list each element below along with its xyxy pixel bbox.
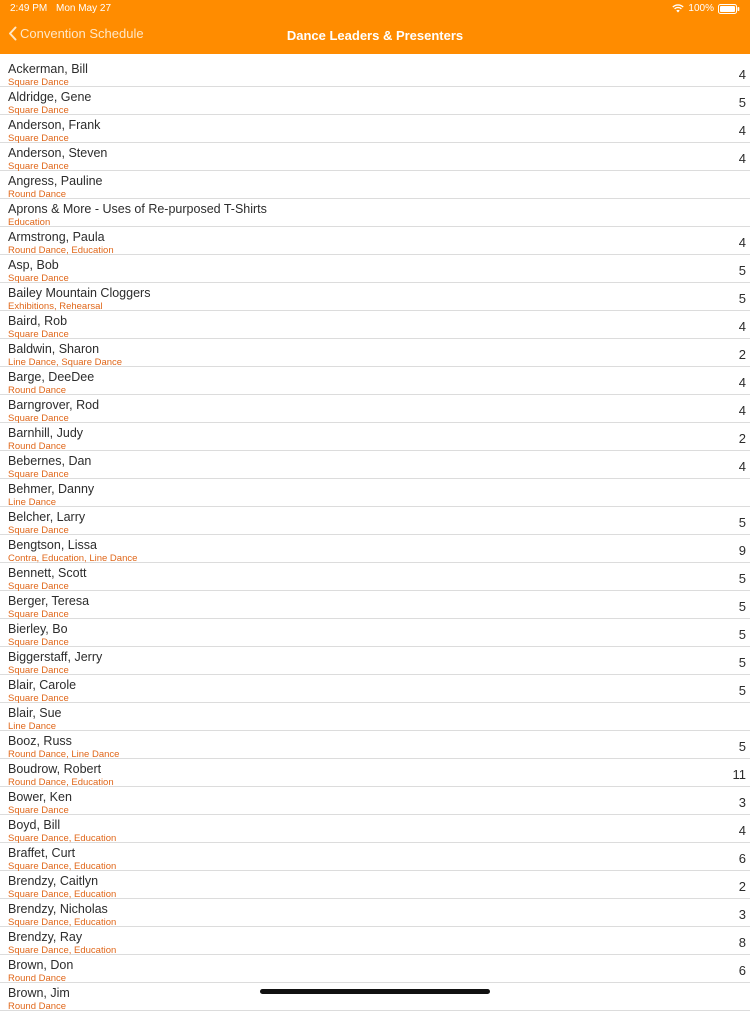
leader-name: Angress, Pauline bbox=[8, 174, 103, 188]
leader-name: Anderson, Steven bbox=[8, 146, 108, 160]
leader-name: Bennett, Scott bbox=[8, 566, 87, 580]
session-count: 5 bbox=[738, 263, 746, 278]
leader-categories: Line Dance bbox=[8, 497, 57, 508]
back-button-label: Convention Schedule bbox=[20, 26, 144, 41]
list-item[interactable] bbox=[0, 255, 750, 283]
list-item[interactable] bbox=[0, 451, 750, 479]
leader-categories: Square Dance bbox=[8, 609, 69, 620]
leader-name: Asp, Bob bbox=[8, 258, 59, 272]
list-item[interactable] bbox=[0, 507, 750, 535]
leader-name: Behmer, Danny bbox=[8, 482, 95, 496]
leader-name: Anderson, Frank bbox=[8, 118, 101, 132]
session-count: 6 bbox=[738, 851, 746, 866]
battery-percent: 100% bbox=[688, 3, 714, 14]
leader-name: Braffet, Curt bbox=[8, 846, 76, 860]
leader-categories: Square Dance bbox=[8, 469, 69, 480]
session-count: 5 bbox=[738, 571, 746, 586]
session-count: 4 bbox=[738, 459, 746, 474]
session-count: 5 bbox=[738, 599, 746, 614]
session-count: 5 bbox=[738, 627, 746, 642]
leader-name: Aprons & More - Uses of Re-purposed T-Shirts bbox=[8, 202, 267, 216]
list-item[interactable] bbox=[0, 227, 750, 255]
status-bar bbox=[0, 0, 750, 18]
list-item[interactable] bbox=[0, 339, 750, 367]
session-count: 4 bbox=[738, 375, 746, 390]
wifi-icon bbox=[672, 4, 684, 13]
leader-categories: Square Dance bbox=[8, 637, 69, 648]
leader-name: Booz, Russ bbox=[8, 734, 72, 748]
leader-name: Boudrow, Robert bbox=[8, 762, 102, 776]
list-item[interactable] bbox=[0, 619, 750, 647]
leader-name: Bierley, Bo bbox=[8, 622, 68, 636]
leader-categories: Round Dance, Education bbox=[8, 777, 114, 788]
leader-name: Belcher, Larry bbox=[8, 510, 86, 524]
leader-name: Brown, Jim bbox=[8, 986, 70, 1000]
leader-categories: Square Dance bbox=[8, 805, 69, 816]
list-item[interactable] bbox=[0, 983, 750, 1011]
list-item[interactable] bbox=[0, 871, 750, 899]
leader-categories: Round Dance bbox=[8, 973, 67, 984]
list-item[interactable] bbox=[0, 787, 750, 815]
leader-categories: Square Dance bbox=[8, 413, 69, 424]
list-item[interactable] bbox=[0, 647, 750, 675]
session-count: 4 bbox=[738, 235, 746, 250]
leader-name: Bebernes, Dan bbox=[8, 454, 92, 468]
leader-categories: Line Dance, Square Dance bbox=[8, 357, 123, 368]
list-item[interactable] bbox=[0, 143, 750, 171]
leader-name: Baird, Rob bbox=[8, 314, 68, 328]
list-item[interactable] bbox=[0, 283, 750, 311]
leader-name: Biggerstaff, Jerry bbox=[8, 650, 103, 664]
leader-categories: Square Dance bbox=[8, 693, 69, 704]
list-item[interactable] bbox=[0, 423, 750, 451]
leader-name: Barnhill, Judy bbox=[8, 426, 84, 440]
leader-name: Blair, Sue bbox=[8, 706, 62, 720]
leader-categories: Square Dance bbox=[8, 525, 69, 536]
list-item[interactable] bbox=[0, 59, 750, 87]
session-count: 2 bbox=[738, 879, 746, 894]
list-item[interactable] bbox=[0, 759, 750, 787]
battery-icon bbox=[718, 4, 740, 14]
leader-categories: Square Dance, Education bbox=[8, 889, 117, 900]
session-count: 4 bbox=[738, 403, 746, 418]
leader-name: Bailey Mountain Cloggers bbox=[8, 286, 151, 300]
leader-name: Berger, Teresa bbox=[8, 594, 90, 608]
leader-categories: Square Dance bbox=[8, 161, 69, 172]
session-count: 4 bbox=[738, 319, 746, 334]
leader-categories: Round Dance, Line Dance bbox=[8, 749, 120, 760]
list-item[interactable] bbox=[0, 479, 750, 507]
list-item[interactable] bbox=[0, 843, 750, 871]
leader-categories: Round Dance, Education bbox=[8, 245, 114, 256]
list-item[interactable] bbox=[0, 927, 750, 955]
list-item[interactable] bbox=[0, 563, 750, 591]
session-count: 5 bbox=[738, 95, 746, 110]
leader-categories: Round Dance bbox=[8, 1001, 67, 1012]
list-item[interactable] bbox=[0, 171, 750, 199]
session-count: 5 bbox=[738, 683, 746, 698]
leader-categories: Line Dance bbox=[8, 721, 57, 732]
list-item[interactable] bbox=[0, 367, 750, 395]
leader-name: Aldridge, Gene bbox=[8, 90, 92, 104]
session-count: 3 bbox=[738, 907, 746, 922]
list-item[interactable] bbox=[0, 395, 750, 423]
leader-categories: Square Dance, Education bbox=[8, 917, 117, 928]
leader-name: Barge, DeeDee bbox=[8, 370, 95, 384]
session-count: 11 bbox=[732, 767, 746, 782]
list-item[interactable] bbox=[0, 591, 750, 619]
list-item[interactable] bbox=[0, 955, 750, 983]
leader-categories: Round Dance bbox=[8, 441, 67, 452]
leader-categories: Education bbox=[8, 217, 51, 228]
session-count: 9 bbox=[738, 543, 746, 558]
list-item[interactable] bbox=[0, 87, 750, 115]
leader-name: Bengtson, Lissa bbox=[8, 538, 97, 552]
session-count: 8 bbox=[738, 935, 746, 950]
leader-name: Blair, Carole bbox=[8, 678, 77, 692]
session-count: 2 bbox=[738, 347, 746, 362]
list-item[interactable] bbox=[0, 675, 750, 703]
list-item[interactable] bbox=[0, 535, 750, 563]
leader-name: Brown, Don bbox=[8, 958, 74, 972]
session-count: 3 bbox=[738, 795, 746, 810]
list-item[interactable] bbox=[0, 199, 750, 227]
list-item[interactable] bbox=[0, 115, 750, 143]
leader-categories: Square Dance bbox=[8, 329, 69, 340]
session-count: 5 bbox=[738, 655, 746, 670]
list-item[interactable] bbox=[0, 311, 750, 339]
session-count: 2 bbox=[738, 431, 746, 446]
leader-name: Baldwin, Sharon bbox=[8, 342, 100, 356]
leader-categories: Square Dance bbox=[8, 665, 69, 676]
leader-name: Brendzy, Caitlyn bbox=[8, 874, 99, 888]
list-item[interactable] bbox=[0, 731, 750, 759]
status-time: 2:49 PM bbox=[10, 3, 48, 14]
leader-name: Armstrong, Paula bbox=[8, 230, 105, 244]
navigation-bar bbox=[0, 18, 750, 54]
session-count: 4 bbox=[738, 123, 746, 138]
session-count: 5 bbox=[738, 515, 746, 530]
leader-name: Brendzy, Nicholas bbox=[8, 902, 108, 916]
leader-categories: Square Dance bbox=[8, 77, 69, 88]
list-item[interactable] bbox=[0, 703, 750, 731]
header bbox=[0, 0, 750, 54]
session-count: 5 bbox=[738, 291, 746, 306]
status-indicators bbox=[672, 3, 740, 14]
session-count: 4 bbox=[738, 823, 746, 838]
leader-name: Bower, Ken bbox=[8, 790, 72, 804]
list-item[interactable] bbox=[0, 899, 750, 927]
session-count: 4 bbox=[738, 151, 746, 166]
leader-categories: Round Dance bbox=[8, 385, 67, 396]
leader-categories: Square Dance, Education bbox=[8, 861, 117, 872]
leader-categories: Exhibitions, Rehearsal bbox=[8, 301, 103, 312]
page-title: Dance Leaders & Presenters bbox=[286, 28, 464, 43]
list-item[interactable] bbox=[0, 815, 750, 843]
leader-name: Boyd, Bill bbox=[8, 818, 61, 832]
leader-name: Ackerman, Bill bbox=[8, 62, 88, 76]
leader-categories: Square Dance, Education bbox=[8, 945, 117, 956]
home-indicator[interactable] bbox=[260, 989, 490, 994]
leader-categories: Square Dance bbox=[8, 581, 69, 592]
leader-categories: Contra, Education, Line Dance bbox=[8, 553, 138, 564]
leader-categories: Square Dance bbox=[8, 273, 69, 284]
leader-name: Barngrover, Rod bbox=[8, 398, 100, 412]
leader-categories: Square Dance, Education bbox=[8, 833, 117, 844]
session-count: 4 bbox=[738, 67, 746, 82]
session-count: 5 bbox=[738, 739, 746, 754]
leader-list bbox=[0, 59, 750, 1011]
leader-categories: Square Dance bbox=[8, 105, 69, 116]
leader-categories: Round Dance bbox=[8, 189, 67, 200]
session-count: 6 bbox=[738, 963, 746, 978]
status-date: Mon May 27 bbox=[56, 3, 112, 14]
leader-name: Brendzy, Ray bbox=[8, 930, 83, 944]
leader-categories: Square Dance bbox=[8, 133, 69, 144]
